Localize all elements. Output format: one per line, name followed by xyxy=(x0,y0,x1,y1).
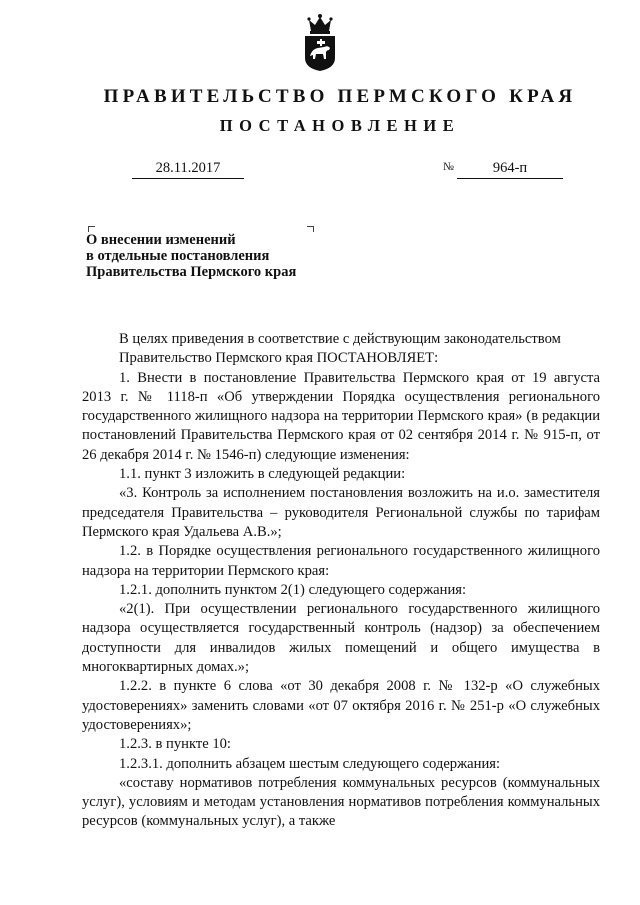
document-body xyxy=(82,330,600,832)
body-paragraph: 1.2.3.1. дополнить абзацем шестым следующего содержания: xyxy=(119,755,501,772)
document-number: 964-п xyxy=(457,160,563,179)
subject-line: О внесении изменений xyxy=(86,232,236,248)
document-date: 28.11.2017 xyxy=(132,160,244,179)
body-paragraph: 1.2.3. в пункте 10: xyxy=(119,736,231,753)
subject-line: Правительства Пермского края xyxy=(86,264,297,280)
body-paragraph: Правительство Пермского края ПОСТАНОВЛЯЕТ: xyxy=(119,350,439,367)
body-paragraph: В целях приведения в соответствие с действующим законодательством xyxy=(119,331,561,347)
body-paragraph: 1.2. в Порядке осуществления регионального государственного жилищного надзора на территории Пермского края: xyxy=(82,543,600,579)
subject-line: в отдельные постановления xyxy=(86,248,270,264)
document-subject xyxy=(86,232,326,280)
body-paragraph: 1.2.1. дополнить пунктом 2(1) следующего содержания: xyxy=(119,581,467,598)
number-label: № xyxy=(443,161,454,173)
body-paragraph: 1. Внести в постановление Правительства Пермского края от 19 августа 2013 г. № 1118-п «Об утверждении Порядка осуществления регионального государственного жилищного надзора на территории Пермского края» (в редакции постановлений Правительства Пермского края от 02 сентября 2014 г. № 915-п, от 26 декабря 2014 г. № 1546-п) следующие изменения: xyxy=(82,369,600,463)
document-type: ПОСТАНОВЛЕНИЕ xyxy=(219,116,461,135)
organization-title: ПРАВИТЕЛЬСТВО ПЕРМСКОГО КРАЯ xyxy=(103,86,577,107)
body-paragraph: «составу нормативов потребления коммунальных ресурсов (коммунальных услуг), условиям и методам установления нормативов потребления коммунальных ресурсов (коммунальных услуг), а также xyxy=(82,774,600,830)
body-paragraph: «3. Контроль за исполнением постановления возложить на и.о. заместителя председателя Правительства – руководителя Региональной службы по тарифам Пермского края Удальева А.В.»; xyxy=(82,485,600,540)
perm-krai-coat-of-arms-icon xyxy=(300,12,340,72)
body-paragraph: «2(1). При осуществлении регионального государственного жилищного надзора осуществляется государственный контроль (надзор) за обеспечением доступности для инвалидов жилых помещений и общего имущества в многоквартирных домах.»; xyxy=(82,601,600,676)
body-paragraph: 1.1. пункт 3 изложить в следующей редакции: xyxy=(119,466,406,483)
body-paragraph: 1.2.2. в пункте 6 слова «от 30 декабря 2008 г. № 132-р «О служебных удостоверениях» заменить словами «от 07 октября 2016 г. № 251-р «О служебных удостоверениях»; xyxy=(82,678,600,733)
